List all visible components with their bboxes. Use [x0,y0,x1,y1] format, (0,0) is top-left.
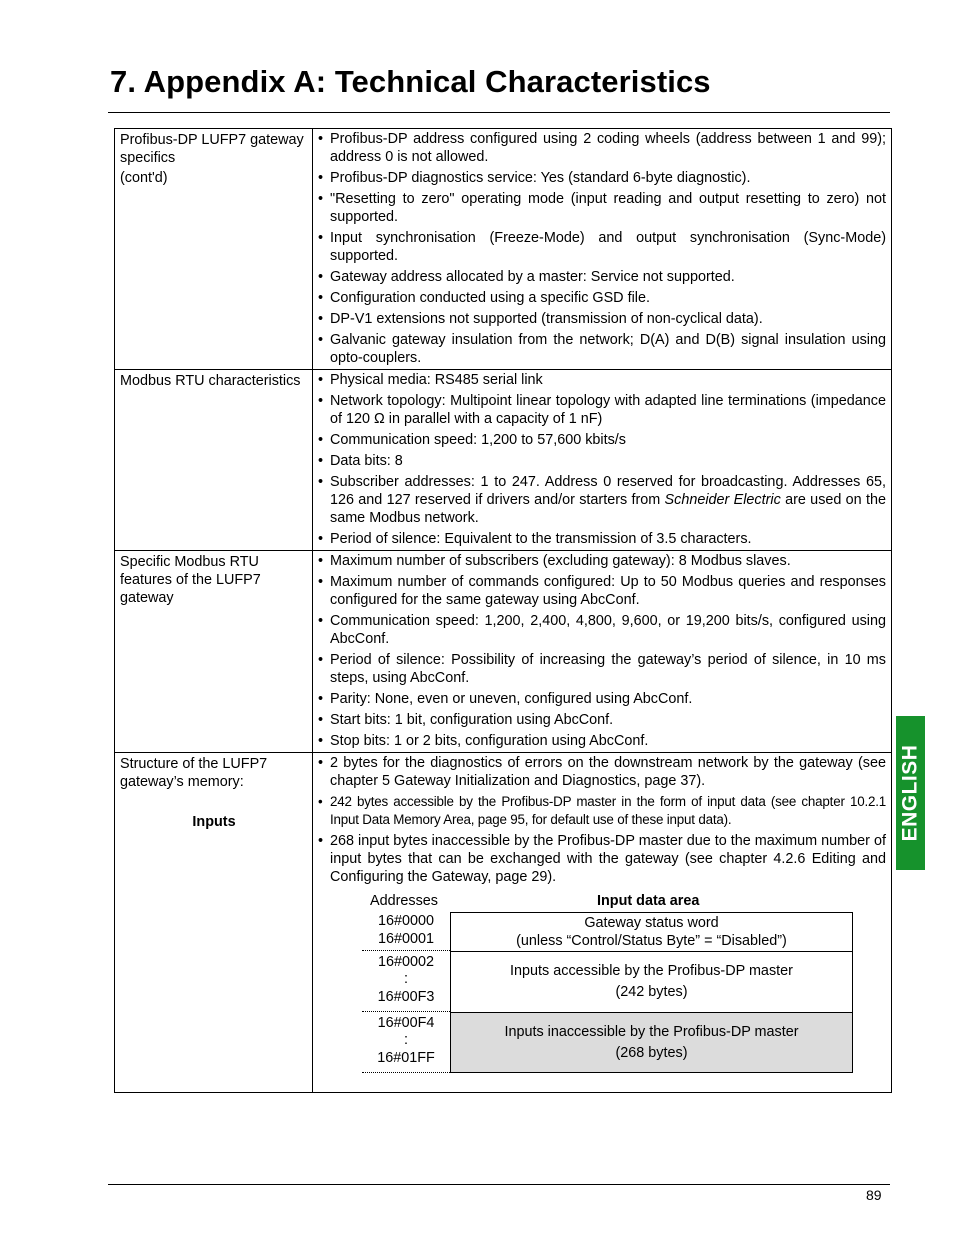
row-sublabel: Inputs [192,814,236,830]
row-label-cell [115,753,313,1093]
title-divider [108,112,890,113]
address-end: 16#01FF [377,1050,435,1066]
language-tab-label: ENGLISH [898,744,922,842]
list-item: • Period of silence: Equivalent to the transmission of 3.5 characters. [318,530,886,548]
row-content-cell [313,551,892,753]
memory-block-description [450,1012,853,1073]
block-description-line: Gateway status word [584,915,719,931]
list-item: • Maximum number of commands configured: Up to 50 Modbus queries and responses configured for the same gateway using AbcConf. [318,573,886,609]
address-start: 16#00F4 [377,1015,435,1031]
page-title: 7. Appendix A: Technical Characteristics [110,64,711,99]
company-name: Schneider Electric [664,492,781,508]
language-tab [896,716,925,870]
list-item: • 2 bytes for the diagnostics of errors on the downstream network by the gateway (see chapter 5 Gateway Initialization and Diagnostics, page 37). [318,754,886,790]
list-item: • Network topology: Multipoint linear topology with adapted line terminations (impedance of 120 Ω in parallel with a capacity of 1 nF) [318,392,886,428]
memory-block-address [362,1014,450,1073]
list-item: • 242 bytes accessible by the Profibus-DP master in the form of input data (see chapter 10.2.1 Input Data Memory Area, page 95, for default use of these input data). [318,793,886,829]
memory-block-description [450,951,853,1013]
list-item: • Data bits: 8 [318,452,886,470]
block-description-line: (242 bytes) [615,984,688,1000]
memory-map-area-header: Input data area [597,893,700,909]
row-content-cell [313,370,892,551]
address-range-separator: : [404,1032,408,1048]
list-item: • Input synchronisation (Freeze-Mode) and output synchronisation (Sync-Mode) supported. [318,229,886,265]
row-label-cell [115,551,313,753]
list-item: • "Resetting to zero" operating mode (input reading and output resetting to zero) not supported. [318,190,886,226]
list-item: • Stop bits: 1 or 2 bits, configuration using AbcConf. [318,732,886,750]
row-content-cell [313,753,892,1093]
address-end: 16#00F3 [377,989,435,1005]
address-end: 16#0001 [377,931,435,947]
row-label-extra: (cont'd) [120,170,168,186]
block-description-line: Inputs accessible by the Profibus-DP master [510,963,793,979]
list-item-text: Subscriber addresses: 1 to 247. Address 0 reserved for broadcasting. Addresses 65, 126 and 127 reserved if drivers and/or starters from [330,474,886,508]
list-item: • 268 input bytes inaccessible by the Profibus-DP master due to the maximum number of input bytes that can be exchanged with the gateway (see chapter 4.2.6 Editing and Configuring the Gateway, page 29). [318,832,886,886]
bullet-list [318,552,886,750]
row-label-cell [115,370,313,551]
list-item: • Gateway address allocated by a master: Service not supported. [318,268,886,286]
table-row [115,753,892,1093]
page-number: 89 [866,1187,882,1203]
list-item: • DP-V1 extensions not supported (transmission of non-cyclical data). [318,310,886,328]
address-range-separator: : [404,971,408,987]
memory-block-description [450,912,853,952]
block-description-line: (unless “Control/Status Byte” = “Disabled”) [516,933,787,949]
row-label: Modbus RTU characteristics [120,373,301,389]
table-row [115,551,892,753]
list-item: • Maximum number of subscribers (excluding gateway): 8 Modbus slaves. [318,552,886,570]
row-label: Profibus-DP LUFP7 gateway specifics [120,132,304,166]
list-item: • Configuration conducted using a specific GSD file. [318,289,886,307]
list-item-text-tail: are used on the same Modbus network. [330,492,886,526]
bullet-list [318,371,886,548]
bullet-list [318,130,886,367]
row-label-cell [115,129,313,370]
address-start: 16#0002 [377,954,435,970]
list-item: • Galvanic gateway insulation from the network; D(A) and D(B) signal insulation using opto-couplers. [318,331,886,367]
block-description-line: Inputs inaccessible by the Profibus-DP master [504,1024,799,1040]
list-item [318,473,886,527]
memory-block-address [362,912,450,951]
address-start: 16#0000 [377,913,435,929]
memory-map [354,892,874,1084]
table-row [115,370,892,551]
row-label: Structure of the LUFP7 gateway’s memory: [120,756,268,790]
footer-divider [108,1184,890,1185]
list-item: • Profibus-DP address configured using 2 coding wheels (address between 1 and 99); address 0 is not allowed. [318,130,886,166]
block-description-line: (268 bytes) [615,1045,688,1061]
list-item: • Parity: None, even or uneven, configured using AbcConf. [318,690,886,708]
characteristics-table [114,128,892,1093]
memory-map-addresses-header: Addresses [370,893,438,909]
list-item: • Period of silence: Possibility of increasing the gateway’s period of silence, in 10 ms steps, using AbcConf. [318,651,886,687]
bullet-list [318,754,886,886]
table-row [115,129,892,370]
list-item: • Start bits: 1 bit, configuration using AbcConf. [318,711,886,729]
list-item: • Profibus-DP diagnostics service: Yes (standard 6-byte diagnostic). [318,169,886,187]
memory-block-address [362,953,450,1012]
list-item: • Physical media: RS485 serial link [318,371,886,389]
list-item: • Communication speed: 1,200, 2,400, 4,800, 9,600, or 19,200 bits/s, configured using AbcConf. [318,612,886,648]
row-label: Specific Modbus RTU features of the LUFP7 gateway [120,554,261,606]
list-item: • Communication speed: 1,200 to 57,600 kbits/s [318,431,886,449]
row-content-cell [313,129,892,370]
